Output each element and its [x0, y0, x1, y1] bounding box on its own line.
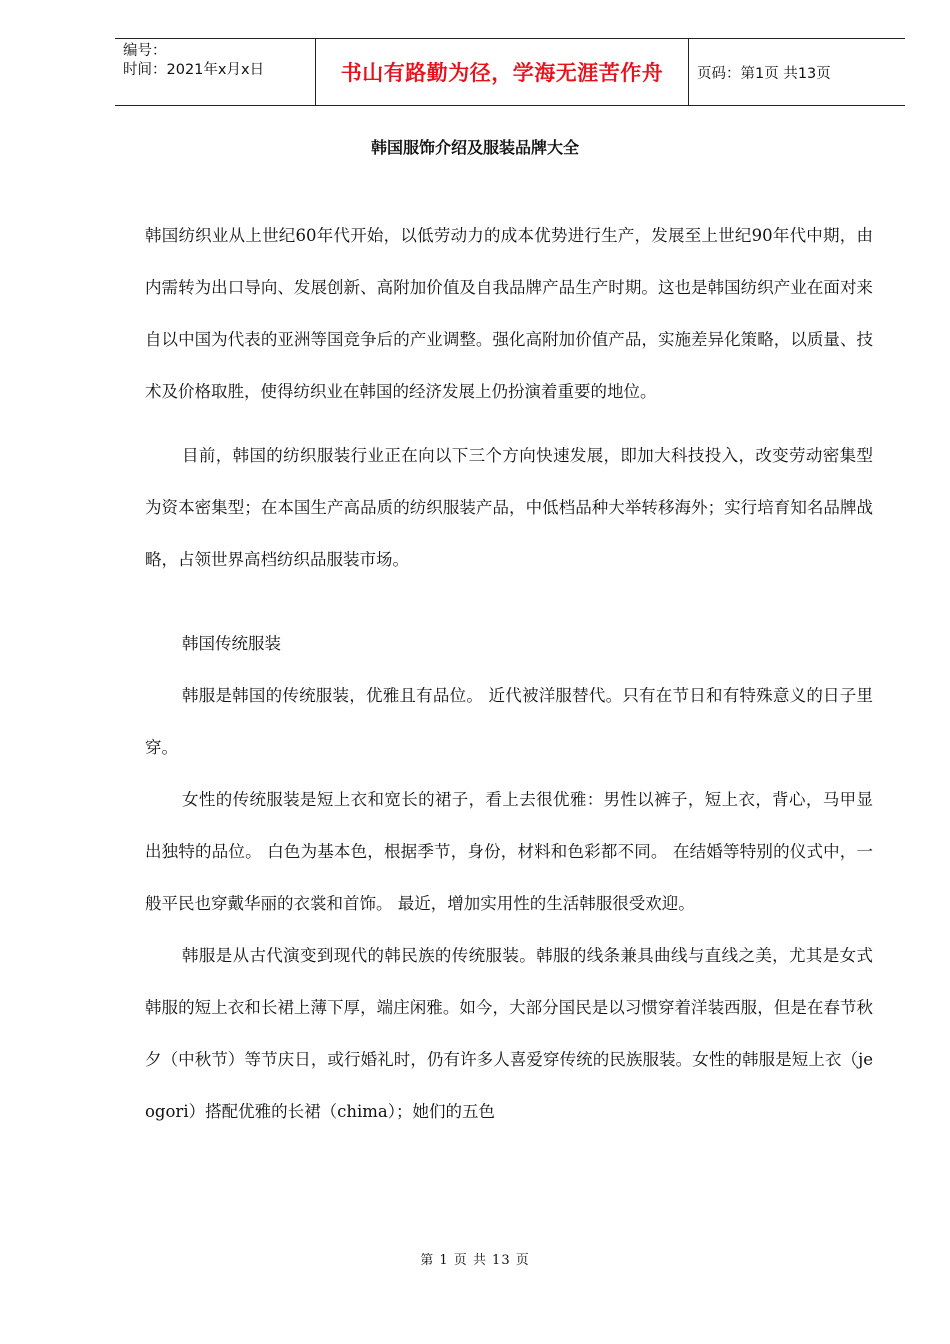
page-header	[115, 38, 905, 106]
document-date-label: 时间：2021年x月x日	[123, 62, 265, 78]
header-meta	[115, 39, 315, 105]
paragraph-hanbok-styles: 女性的传统服装是短上衣和宽长的裙子，看上去很优雅：男性以裤子，短上衣，背心，马甲显出独特的品位。 白色为基本色，根据季节，身份，材料和色彩都不同。 在结婚等特别的仪式中，一般平民也穿戴华丽的衣裳和首饰。 最近，增加实用性的生活韩服很受欢迎。	[145, 790, 873, 913]
page-footer: 第 1 页 共 13 页	[420, 1253, 530, 1268]
paragraph-current-trends: 目前，韩国的纺织服装行业正在向以下三个方向快速发展，即加大科技投入，改变劳动密集型为资本密集型；在本国生产高品质的纺织服装产品，中低档品种大举转移海外；实行培育知名品牌战略，占领世界高档纺织品服装市场。	[145, 446, 873, 569]
paragraph-hanbok-history: 韩服是从古代演变到现代的韩民族的传统服装。韩服的线条兼具曲线与直线之美，尤其是女式韩服的短上衣和长裙上薄下厚，端庄闲雅。如今，大部分国民是以习惯穿着洋装西服，但是在春节秋夕（中秋节）等节庆日，或行婚礼时，仍有许多人喜爱穿传统的民族服装。女性的韩服是短上衣（jeogori）搭配优雅的长裙（chima）；她们的五色	[145, 946, 873, 1121]
document-title: 韩国服饰介绍及服装品牌大全	[370, 138, 579, 157]
section-heading-traditional-clothing: 韩国传统服装	[182, 634, 281, 653]
document-body	[145, 210, 873, 1138]
paragraph-intro: 韩国纺织业从上世纪60年代开始，以低劳动力的成本优势进行生产，发展至上世纪90年代中期，由内需转为出口导向、发展创新、高附加价值及自我品牌产品生产时期。这也是韩国纺织产业在面对来自以中国为代表的亚洲等国竞争后的产业调整。强化高附加价值产品，实施差异化策略，以质量、技术及价格取胜，使得纺织业在韩国的经济发展上仍扮演着重要的地位。	[145, 226, 873, 401]
document-number-label: 编号：	[123, 43, 167, 59]
header-page-info: 页码：第1页 共13页	[697, 65, 831, 82]
header-motto: 书山有路勤为径，学海无涯苦作舟	[315, 39, 689, 105]
paragraph-hanbok-intro: 韩服是韩国的传统服装，优雅且有品位。 近代被洋服替代。只有在节日和有特殊意义的日子里穿。	[145, 686, 873, 757]
